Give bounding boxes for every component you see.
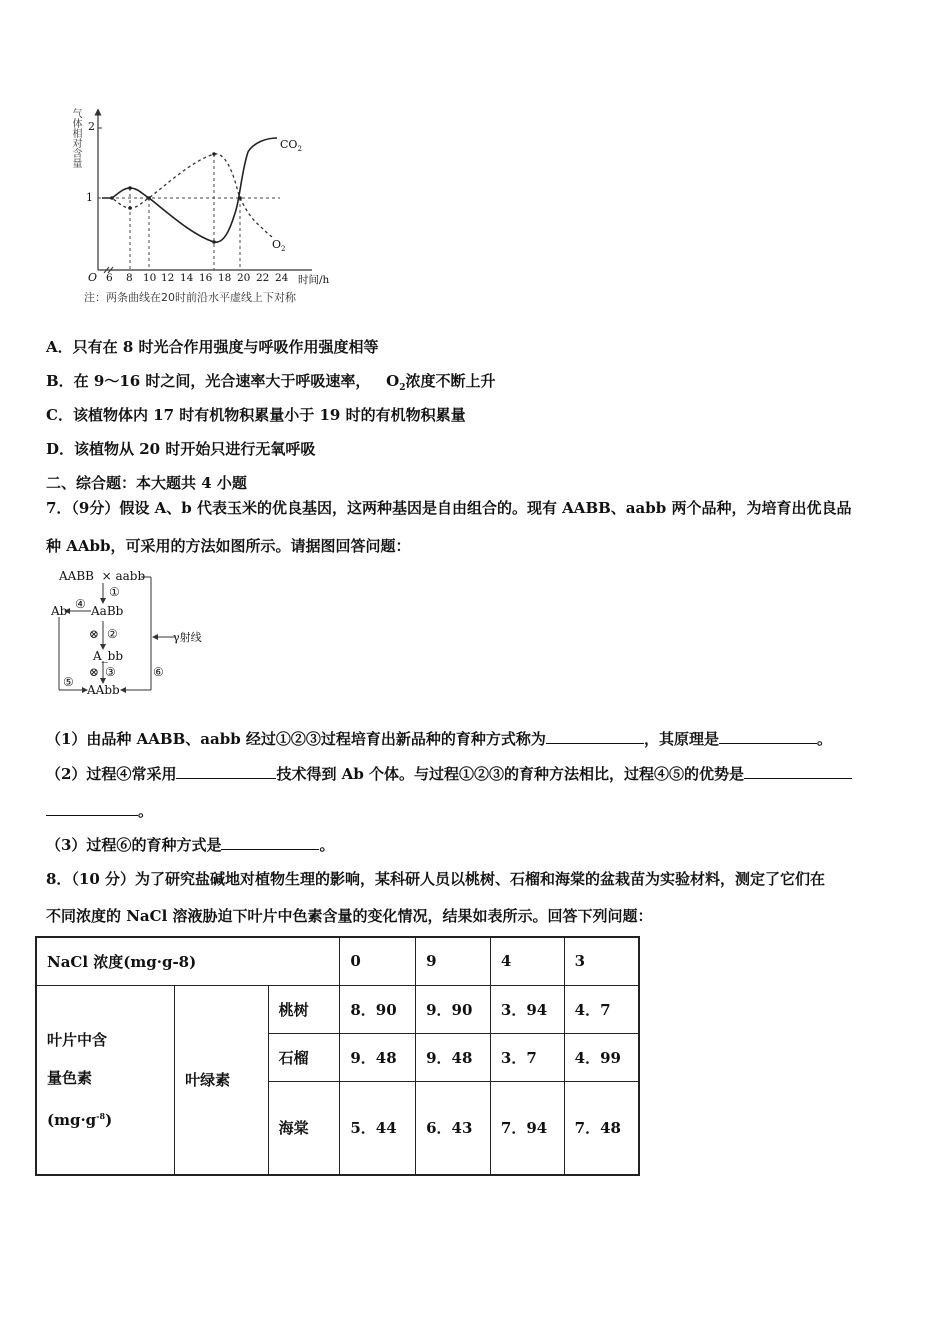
q7-line2: 种 AAbb，可采用的方法如图所示。请据图回答问题：	[46, 537, 411, 555]
selfing-icon: ⊗	[89, 665, 100, 679]
answer-blank-4[interactable]	[744, 764, 852, 779]
chart-note: 注：两条曲线在20时前沿水平虚线上下对称	[84, 291, 296, 304]
o2-label: $O_2$	[272, 238, 286, 254]
pigment-label: 叶绿素	[175, 985, 269, 1175]
co2-label: $CO_2$	[280, 138, 302, 154]
answer-blank-4-cont[interactable]	[46, 801, 138, 816]
answer-blank-1[interactable]	[546, 729, 644, 744]
nacl-header: NaCl 浓度(mg·g-8)	[36, 937, 340, 985]
step-3-marker: ③	[105, 665, 116, 679]
chart-x-unit: 时间/h	[298, 274, 330, 286]
step-5-marker: ⑤	[63, 675, 74, 689]
plant-name: 海棠	[268, 1081, 340, 1175]
x-tick: 12	[161, 272, 175, 284]
step-2-marker: ②	[107, 627, 118, 641]
q7-sub3: （3）过程⑥的育种方式是 。	[46, 836, 335, 854]
table-header-row	[36, 937, 639, 985]
value-cell: 5．44	[340, 1081, 416, 1175]
q7-sub1: （1）由品种 AABB、aabb 经过①②③过程培育出新品种的育种方式称为 ，其原理是 。	[46, 730, 832, 748]
x-tick: 10	[143, 272, 157, 284]
value-cell: 3．7	[490, 1033, 564, 1081]
x-tick: 22	[256, 272, 270, 284]
option-c: C．该植物体内 17 时有机物积累量小于 19 时的有机物积累量	[46, 406, 466, 424]
value-cell: 9．48	[340, 1033, 416, 1081]
chart-y-tick-2: 2	[88, 120, 95, 133]
answer-blank-5[interactable]	[221, 835, 319, 850]
q8-line1: 8．（10 分）为了研究盐碱地对植物生理的影响，某科研人员以桃树、石榴和海棠的盆栽苗为实验材料，测定了它们在	[46, 870, 826, 888]
value-cell: 6．43	[416, 1081, 491, 1175]
chart-y-tick-1: 1	[86, 191, 93, 204]
plant-name: 桃树	[268, 985, 340, 1033]
row-group-label: 叶片中含 量色素 $(mg\cdot g^{-8})$	[36, 985, 175, 1175]
value-cell: 7．94	[490, 1081, 564, 1175]
parents-cross: AABB × aabb	[59, 569, 146, 583]
option-a: A．只有在 8 时光合作用强度与呼吸作用强度相等	[46, 338, 379, 356]
result-aabb: AAbb	[87, 683, 120, 697]
q8-line2: 不同浓度的 NaCl 溶液胁迫下叶片中色素含量的变化情况，结果如表所示。回答下列问题：	[46, 907, 653, 925]
value-cell: 8．90	[340, 985, 416, 1033]
gamma-ray-label: γ射线	[173, 631, 202, 644]
section-heading: 二、综合题：本大题共 4 小题	[46, 474, 247, 492]
x-tick: 14	[180, 272, 194, 284]
value-cell: 3．94	[490, 985, 564, 1033]
value-cell: 9．48	[416, 1033, 491, 1081]
concentration-cell: 0	[340, 937, 416, 985]
x-tick: 8	[126, 272, 133, 284]
value-cell: 4．7	[564, 985, 639, 1033]
x-tick: 24	[275, 272, 289, 284]
answer-blank-2[interactable]	[719, 729, 817, 744]
pigment-table	[35, 936, 640, 1176]
step-1-marker: ①	[109, 585, 120, 599]
x-tick: 6	[106, 272, 113, 284]
plant-name: 石榴	[268, 1033, 340, 1081]
chart-x-origin: O	[88, 271, 98, 284]
table-row	[36, 985, 639, 1033]
answer-blank-3[interactable]	[176, 764, 276, 779]
breeding-diagram	[45, 565, 225, 700]
x-tick: 18	[218, 272, 232, 284]
chart-y-label: 气体相对含量	[70, 108, 81, 168]
q7-line1: 7．（9分）假设 A、b 代表玉米的优良基因，这两种基因是自由组合的。现有 AABB、aabb 两个品种，为培育出优良品	[46, 499, 852, 517]
q7-sub2-cont: 。	[46, 800, 153, 821]
x-tick: 16	[199, 272, 213, 284]
option-b: B．在 9～16 时之间，光合速率大于呼吸速率， $O_2$浓度不断上升	[46, 372, 496, 393]
ab-haploid: Ab	[51, 604, 68, 618]
concentration-cell: 9	[416, 937, 491, 985]
option-d: D．该植物从 20 时开始只进行无氧呼吸	[46, 440, 316, 458]
value-cell: 7．48	[564, 1081, 639, 1175]
x-tick: 20	[237, 272, 251, 284]
concentration-cell: 3	[564, 937, 639, 985]
value-cell: 4．99	[564, 1033, 639, 1081]
gas-content-chart	[62, 100, 342, 310]
a-bb: A_bb	[93, 649, 124, 663]
step-4-marker: ④	[75, 597, 86, 611]
value-cell: 9．90	[416, 985, 491, 1033]
concentration-cell: 4	[490, 937, 564, 985]
selfing-icon: ⊗	[89, 627, 100, 641]
f1-aabb: AaBb	[91, 604, 124, 618]
step-6-marker: ⑥	[153, 665, 164, 679]
q7-sub2: （2）过程④常采用 技术得到 Ab 个体。与过程①②③的育种方法相比，过程④⑤的优势是	[46, 763, 852, 784]
